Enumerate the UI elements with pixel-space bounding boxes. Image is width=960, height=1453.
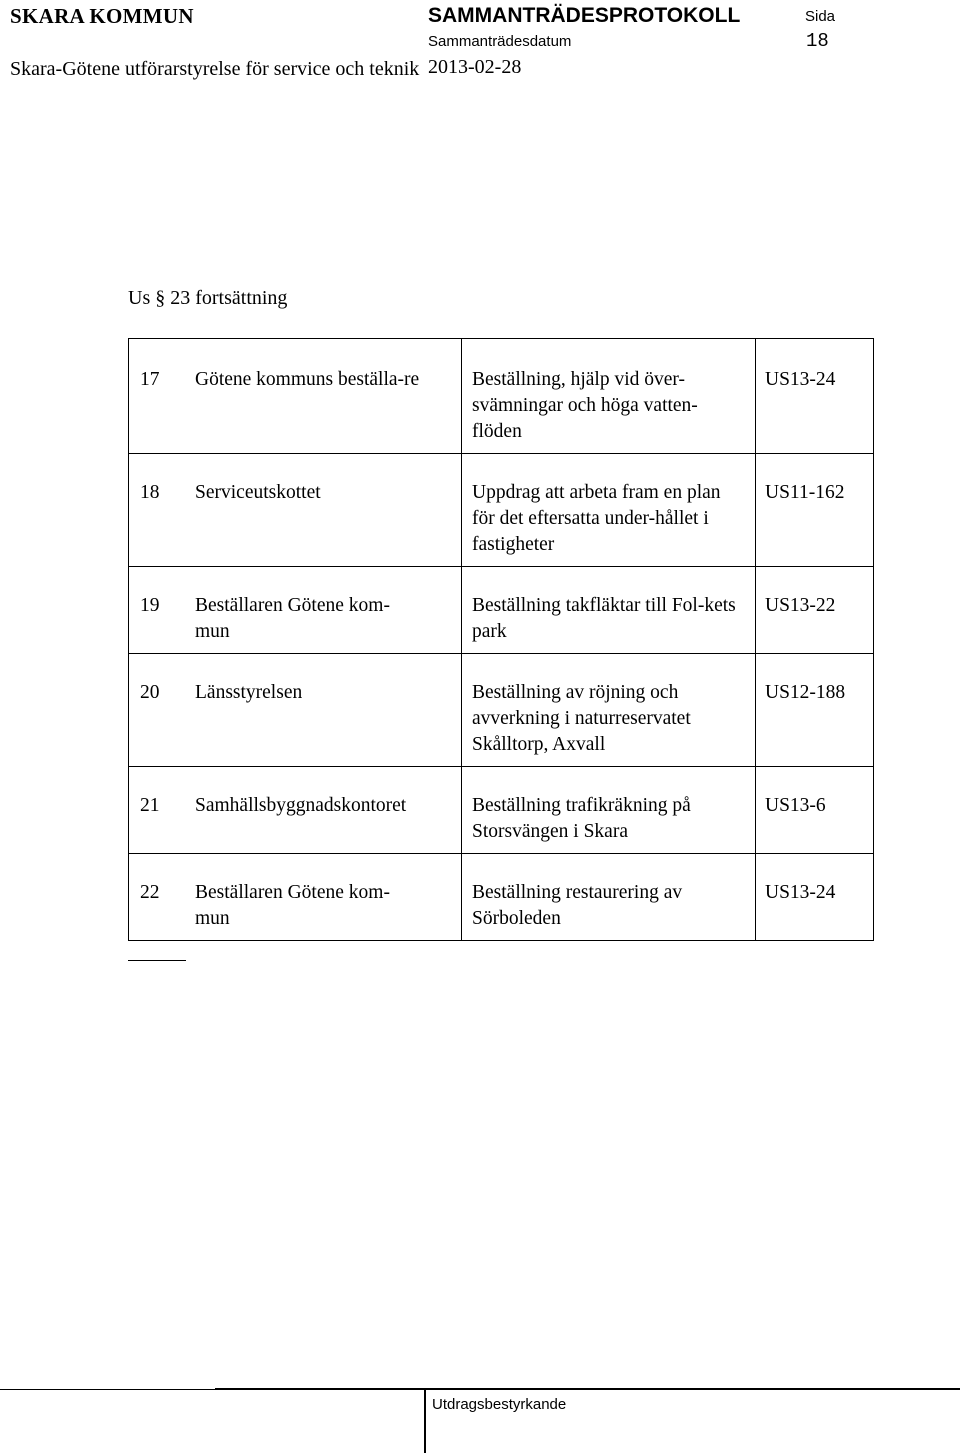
item-party (195, 767, 462, 854)
page-number: 18 (806, 30, 829, 52)
item-party-text: Beställaren Götene kom-mun (195, 595, 390, 642)
certification-label: Utdragsbestyrkande (432, 1396, 567, 1413)
item-description (462, 454, 756, 567)
item-number: 22 (129, 854, 196, 941)
item-description-text: Beställning trafikräkning på Storsvängen i Skara (472, 795, 691, 842)
meeting-date: 2013-02-28 (428, 56, 522, 78)
table-row (129, 767, 874, 854)
item-description (462, 854, 756, 941)
page-label: Sida (805, 8, 836, 25)
municipality-name: SKARA KOMMUN (10, 4, 194, 28)
item-party-text: Samhällsbyggnadskontoret (195, 795, 407, 816)
document-type-title: SAMMANTRÄDESPROTOKOLL (428, 4, 741, 27)
items-table (128, 338, 874, 941)
footer-divider (424, 1390, 426, 1453)
item-reference: US13-22 (756, 567, 874, 654)
meeting-date-label: Sammanträdesdatum (428, 33, 572, 50)
item-party (195, 654, 462, 767)
item-party-text: Götene kommuns beställa-re (195, 369, 420, 390)
item-party (195, 454, 462, 567)
item-party-text: Beställaren Götene kom-mun (195, 882, 390, 929)
item-reference: US12-188 (756, 654, 874, 767)
item-number: 20 (129, 654, 196, 767)
table-row (129, 854, 874, 941)
item-description (462, 339, 756, 454)
item-party (195, 854, 462, 941)
item-reference: US13-24 (756, 854, 874, 941)
item-party-text: Serviceutskottet (195, 482, 321, 503)
item-number: 18 (129, 454, 196, 567)
footer-rule-left (0, 1389, 215, 1390)
item-description (462, 767, 756, 854)
committee-name: Skara-Götene utförarstyrelse för service och teknik (10, 58, 420, 80)
item-description-text: Beställning av röjning och avverkning i naturreservatet Skålltorp, Axvall (472, 682, 691, 755)
item-description-text: Beställning takfläktar till Fol-kets park (472, 595, 736, 642)
item-reference: US11-162 (756, 454, 874, 567)
table-row (129, 339, 874, 454)
table-row (129, 567, 874, 654)
item-party (195, 567, 462, 654)
item-party (195, 339, 462, 454)
footer-rule-right (215, 1388, 960, 1390)
item-number: 21 (129, 767, 196, 854)
item-description (462, 654, 756, 767)
item-description-text: Beställning restaurering av Sörboleden (472, 882, 683, 929)
table-row (129, 454, 874, 567)
item-number: 19 (129, 567, 196, 654)
item-reference: US13-6 (756, 767, 874, 854)
section-heading: Us § 23 fortsättning (128, 287, 288, 309)
item-number: 17 (129, 339, 196, 454)
item-description-text: Uppdrag att arbeta fram en plan för det eftersatta under-hållet i fastigheter (472, 482, 721, 555)
section-end-rule (128, 960, 186, 961)
item-reference: US13-24 (756, 339, 874, 454)
item-description (462, 567, 756, 654)
item-party-text: Länsstyrelsen (195, 682, 303, 703)
item-description-text: Beställning, hjälp vid över-svämningar och höga vatten-flöden (472, 369, 698, 442)
table-row (129, 654, 874, 767)
